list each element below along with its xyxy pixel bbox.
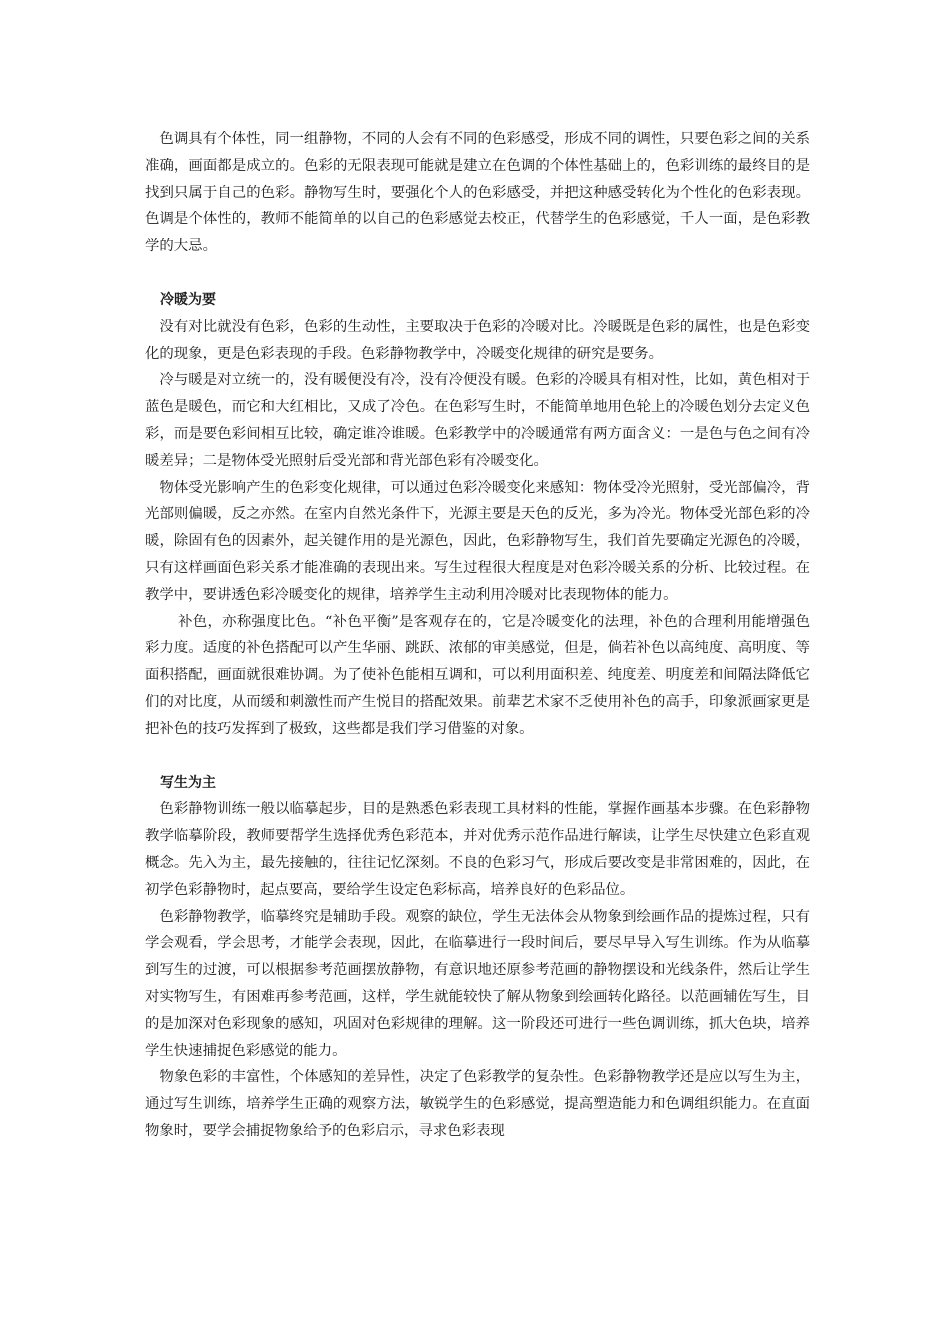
paragraph: 物象色彩的丰富性，个体感知的差异性，决定了色彩教学的复杂性。色彩静物教学还是应以写生为主，通过写生训练，培养学生正确的观察方法，敏锐学生的色彩感觉，提高塑造能力和色调组织能力。在直面物象时，要学会捕捉物象给予的色彩启示，寻求色彩表现	[145, 1069, 810, 1139]
paragraph: 色彩静物教学，临摹终究是辅助手段。观察的缺位，学生无法体会从物象到绘画作品的提炼过程，只有学会观看，学会思考，才能学会表现，因此，在临摹进行一段时间后，要尽早导入写生训练。作为从临摹到写生的过渡，可以根据参考范画摆放静物，有意识地还原参考范画的静物摆设和光线条件，然后让学生对实物写生，有困难再参考范画，这样，学生就能较快了解从物象到绘画转化路径。以范画辅佐写生，目的是加深对色彩现象的感知，巩固对色彩规律的理解。这一阶段还可进行一些色调训练，抓大色块，培养学生快速捕捉色彩感觉的能力。	[145, 908, 810, 1059]
section-heading-sketching: 写生为主	[160, 774, 216, 791]
paragraph: 冷与暖是对立统一的，没有暖便没有冷，没有冷便没有暖。色彩的冷暖具有相对性，比如，黄色相对于蓝色是暖色，而它和大红相比，又成了冷色。在色彩写生时，不能简单地用色轮上的冷暖色划分去定义色彩，而是要色彩间相互比较，确定谁冷谁暖。色彩教学中的冷暖通常有两方面含义：一是色与色之间有冷暖差异；二是物体受光照射后受光部和背光部色彩有冷暖变化。	[145, 372, 810, 469]
section-heading-warm-cool: 冷暖为要	[160, 291, 216, 308]
document-page	[145, 126, 810, 1145]
intro-paragraph: 色调具有个体性，同一组静物，不同的人会有不同的色彩感受，形成不同的调性，只要色彩之间的关系准确，画面都是成立的。色彩的无限表现可能就是建立在色调的个体性基础上的，色彩训练的最终目的是找到只属于自己的色彩。静物写生时，要强化个人的色彩感受，并把这种感受转化为个性化的色彩表现。色调是个体性的，教师不能简单的以自己的色彩感觉去校正，代替学生的色彩感觉，千人一面，是色彩教学的大忌。	[145, 131, 810, 255]
paragraph: 物体受光影响产生的色彩变化规律，可以通过色彩冷暖变化来感知：物体受冷光照射，受光部偏冷，背光部则偏暖，反之亦然。在室内自然光条件下，光源主要是天色的反光，多为冷光。物体受光部色彩的冷暖，除固有色的因素外，起关键作用的是光源色，因此，色彩静物写生，我们首先要确定光源色的冷暖，只有这样画面色彩关系才能准确的表现出来。写生过程很大程度是对色彩冷暖关系的分析、比较过程。在教学中，要讲透色彩冷暖变化的规律，培养学生主动利用冷暖对比表现物体的能力。	[145, 479, 810, 603]
paragraph: 没有对比就没有色彩，色彩的生动性，主要取决于色彩的冷暖对比。冷暖既是色彩的属性，也是色彩变化的现象，更是色彩表现的手段。色彩静物教学中，冷暖变化规律的研究是要务。	[145, 318, 810, 362]
section-spacer	[145, 260, 810, 287]
paragraph: 色彩静物训练一般以临摹起步，目的是熟悉色彩表现工具材料的性能，掌握作画基本步骤。在色彩静物教学临摹阶段，教师要帮学生选择优秀色彩范本，并对优秀示范作品进行解读，让学生尽快建立色彩直观概念。先入为主，最先接触的，往往记忆深刻。不良的色彩习气，形成后要改变是非常困难的，因此，在初学色彩静物时，起点要高，要给学生设定色彩标高，培养良好的色彩品位。	[145, 801, 810, 898]
paragraph: 补色，亦称强度比色。“补色平衡”是客观存在的，它是冷暖变化的法理，补色的合理利用能增强色彩力度。适度的补色搭配可以产生华丽、跳跃、浓郁的审美感觉，但是，倘若补色以高纯度、高明度、等面积搭配，画面就很难协调。为了使补色能相互调和，可以利用面积差、纯度差、明度差和间隔法降低它们的对比度，从而缓和刺激性而产生悦目的搭配效果。前辈艺术家不乏使用补色的高手，印象派画家更是把补色的技巧发挥到了极致，这些都是我们学习借鉴的对象。	[145, 613, 810, 737]
section-spacer	[145, 743, 810, 770]
